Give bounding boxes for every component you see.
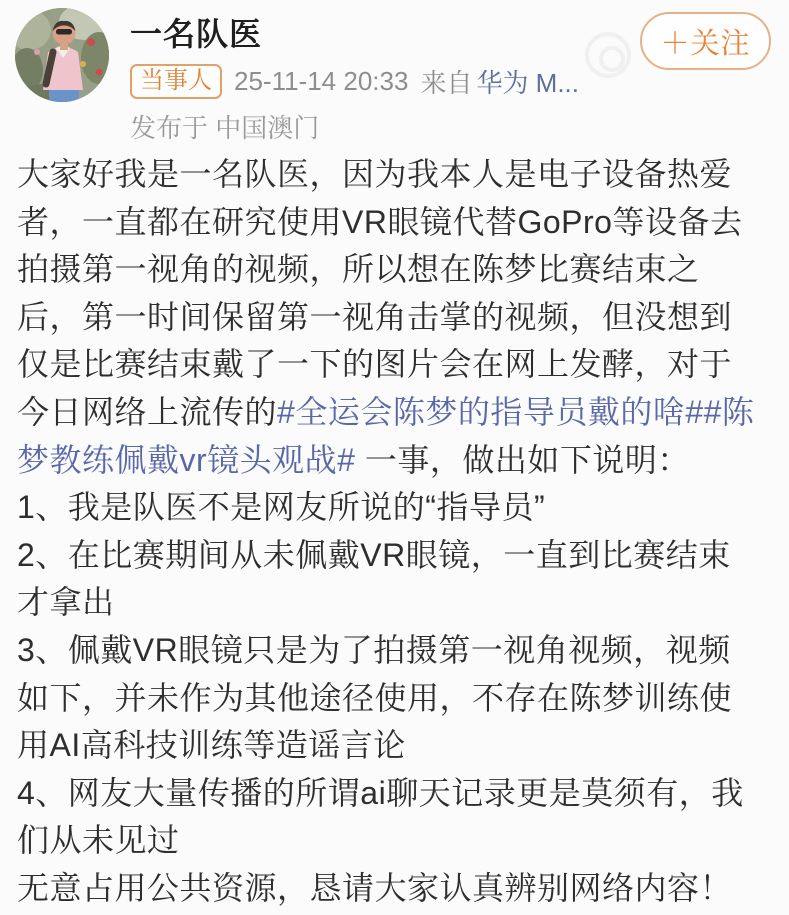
meta-row	[130, 63, 579, 100]
post-text-line	[17, 389, 777, 437]
post-text-line	[17, 770, 777, 818]
post-timestamp: 25-11-14 20:33	[234, 66, 409, 96]
post-text-line	[17, 294, 777, 342]
party-involved-badge: 当事人	[130, 64, 222, 100]
weibo-eye-watermark-icon	[585, 32, 631, 78]
post-text-line	[17, 341, 777, 389]
post-text: 无意占用公共资源，恳请大家认真辨别网络内容！	[17, 869, 733, 906]
post-text: 2、在比赛期间从未佩戴VR眼镜，一直到比赛结束	[17, 536, 731, 573]
post-text: 才拿出	[17, 584, 115, 621]
post-location: 发布于 中国澳门	[130, 113, 320, 143]
hashtag-link[interactable]: #全运会陈梦的指导员戴的啥##陈	[277, 393, 755, 430]
post-text: 3、佩戴VR眼镜只是为了拍摄第一视角视频，视频	[17, 631, 731, 668]
post-text: 后，第一时间保留第一视角击掌的视频，但没想到	[17, 298, 733, 335]
post-text: 今日网络上流传的	[17, 393, 278, 430]
post-text-line	[17, 484, 777, 532]
source-prefix-label: 来自	[420, 68, 473, 98]
post-text-line	[17, 437, 777, 485]
source-device-link[interactable]: 华为 M...	[476, 68, 580, 98]
post-text: 如下，并未作为其他途径使用，不存在陈梦训练使	[17, 679, 733, 716]
post-body	[17, 151, 777, 913]
post-text: 1、我是队医不是网友所说的“指导员”	[17, 489, 546, 526]
post-text-line	[17, 817, 777, 865]
post-text: 们从未见过	[17, 822, 180, 859]
post-source	[420, 63, 579, 100]
username[interactable]: 一名队医	[130, 16, 263, 52]
post-text-line	[17, 199, 777, 247]
post-text-line	[17, 532, 777, 580]
user-avatar[interactable]	[15, 8, 109, 102]
post-text-line	[17, 675, 777, 723]
post-text: 一事，做出如下说明：	[355, 441, 690, 478]
post-text: 拍摄第一视角的视频，所以想在陈梦比赛结束之	[17, 251, 700, 288]
post-text-line	[17, 579, 777, 627]
post-text-line	[17, 246, 777, 294]
post-text: 4、网友大量传播的所谓ai聊天记录更是莫须有，我	[17, 774, 744, 811]
post-text: 者，一直都在研究使用VR眼镜代替GoPro等设备去	[17, 203, 743, 240]
post-text: 仅是比赛结束戴了一下的图片会在网上发酵，对于	[17, 346, 733, 383]
post-header	[130, 14, 579, 145]
hashtag-link[interactable]: 梦教练佩戴vr镜头观战#	[17, 441, 356, 478]
post-text-line	[17, 627, 777, 675]
post-text: 用AI高科技训练等造谣言论	[17, 727, 406, 764]
post-text-line	[17, 151, 777, 199]
post-text-line	[17, 865, 777, 913]
post-text-line	[17, 722, 777, 770]
avatar-photo-illustration	[15, 8, 109, 102]
post-text: 大家好我是一名队医，因为我本人是电子设备热爱	[17, 156, 733, 192]
follow-button[interactable]: ＋关注	[640, 12, 771, 70]
